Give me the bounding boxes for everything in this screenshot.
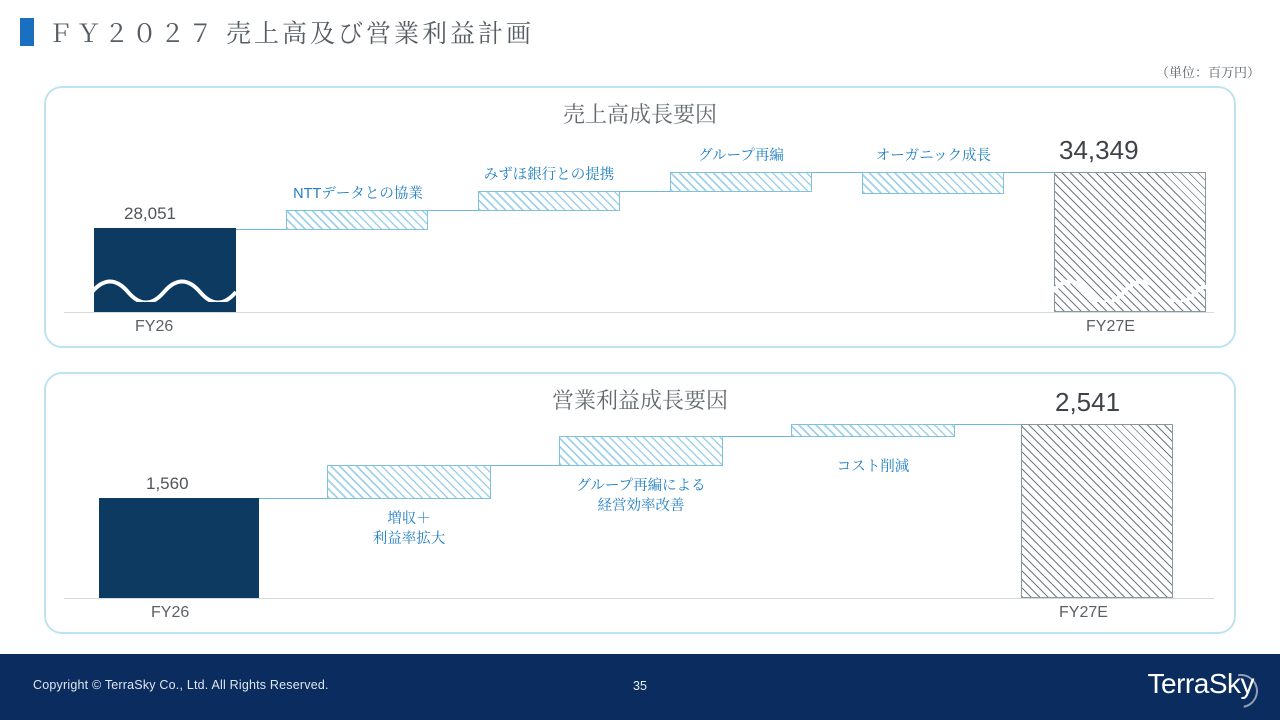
profit-connector-4 <box>955 424 1021 425</box>
logo-text: TerraSky <box>1147 668 1254 699</box>
profit-step-label-2-line2: 経営効率改善 <box>597 497 685 514</box>
sales-bar-step-4 <box>862 172 1004 194</box>
profit-value-fy26: 1,560 <box>146 474 189 493</box>
profit-step-label-3: コスト削減 <box>836 459 910 475</box>
sales-fy26-break-mark <box>90 276 242 302</box>
sales-connector-3 <box>620 191 670 192</box>
sales-axis-label-fy26: FY26 <box>135 318 174 335</box>
profit-connector-2 <box>491 465 559 466</box>
profit-axis-label-fy26: FY26 <box>151 604 190 621</box>
page-title <box>0 12 1280 52</box>
sales-step-label-2: みずほ銀行との提携 <box>483 167 615 183</box>
sales-bar-step-3 <box>670 172 812 192</box>
profit-bar-step-2 <box>559 436 723 466</box>
profit-bar-step-3 <box>791 424 955 437</box>
profit-bar-fy26 <box>99 498 259 598</box>
profit-step-label-2 <box>554 477 728 516</box>
sales-connector-5 <box>1004 172 1054 173</box>
sales-value-fy26: 28,051 <box>124 204 176 223</box>
profit-step-label-1-line1: 増収＋ <box>387 511 431 527</box>
terrasky-logo <box>1148 668 1254 700</box>
sales-connector-1 <box>236 229 286 230</box>
copyright-text: Copyright © TerraSky Co., Ltd. All Rights Reserved. <box>33 678 329 692</box>
title-accent-bar <box>20 18 34 46</box>
sales-fy27e-break-mark <box>1050 276 1212 302</box>
sales-step-label-4: オーガニック成長 <box>875 148 992 164</box>
sales-panel-title: 売上高成長要因 <box>562 102 717 127</box>
title-text: ＦＹ２０２７ 売上高及び営業利益計画 <box>48 20 534 48</box>
sales-axis-label-fy27e: FY27E <box>1086 318 1135 335</box>
sales-bar-step-2 <box>478 191 620 211</box>
operating-profit-growth-panel <box>44 372 1236 634</box>
profit-step-label-1 <box>346 510 472 549</box>
profit-waterfall-plot <box>46 374 1234 632</box>
profit-axis-label-fy27e: FY27E <box>1059 604 1108 621</box>
sales-baseline <box>64 312 1214 313</box>
profit-baseline <box>64 598 1214 599</box>
sales-value-fy27e: 34,349 <box>1059 135 1139 165</box>
page-number: 35 <box>633 679 647 693</box>
sales-bar-step-1 <box>286 210 428 230</box>
profit-bar-step-1 <box>327 465 491 499</box>
sales-connector-4 <box>812 172 862 173</box>
sales-step-label-1: NTTデータとの協業 <box>293 186 423 202</box>
profit-step-label-2-line1: グループ再編による <box>576 478 706 494</box>
sales-step-label-3: グループ再編 <box>698 148 784 164</box>
profit-connector-3 <box>723 436 791 437</box>
slide-footer <box>0 654 1280 720</box>
profit-panel-title: 営業利益成長要因 <box>551 388 728 413</box>
unit-note: （単位：百万円） <box>1155 65 1260 80</box>
profit-value-fy27e: 2,541 <box>1055 387 1121 417</box>
sales-growth-panel <box>44 86 1236 348</box>
sales-connector-2 <box>428 210 478 211</box>
sales-waterfall-plot <box>46 88 1234 346</box>
profit-step-label-1-line2: 利益率拡大 <box>372 530 446 547</box>
profit-connector-1 <box>259 498 327 499</box>
profit-bar-fy27e <box>1021 424 1173 598</box>
